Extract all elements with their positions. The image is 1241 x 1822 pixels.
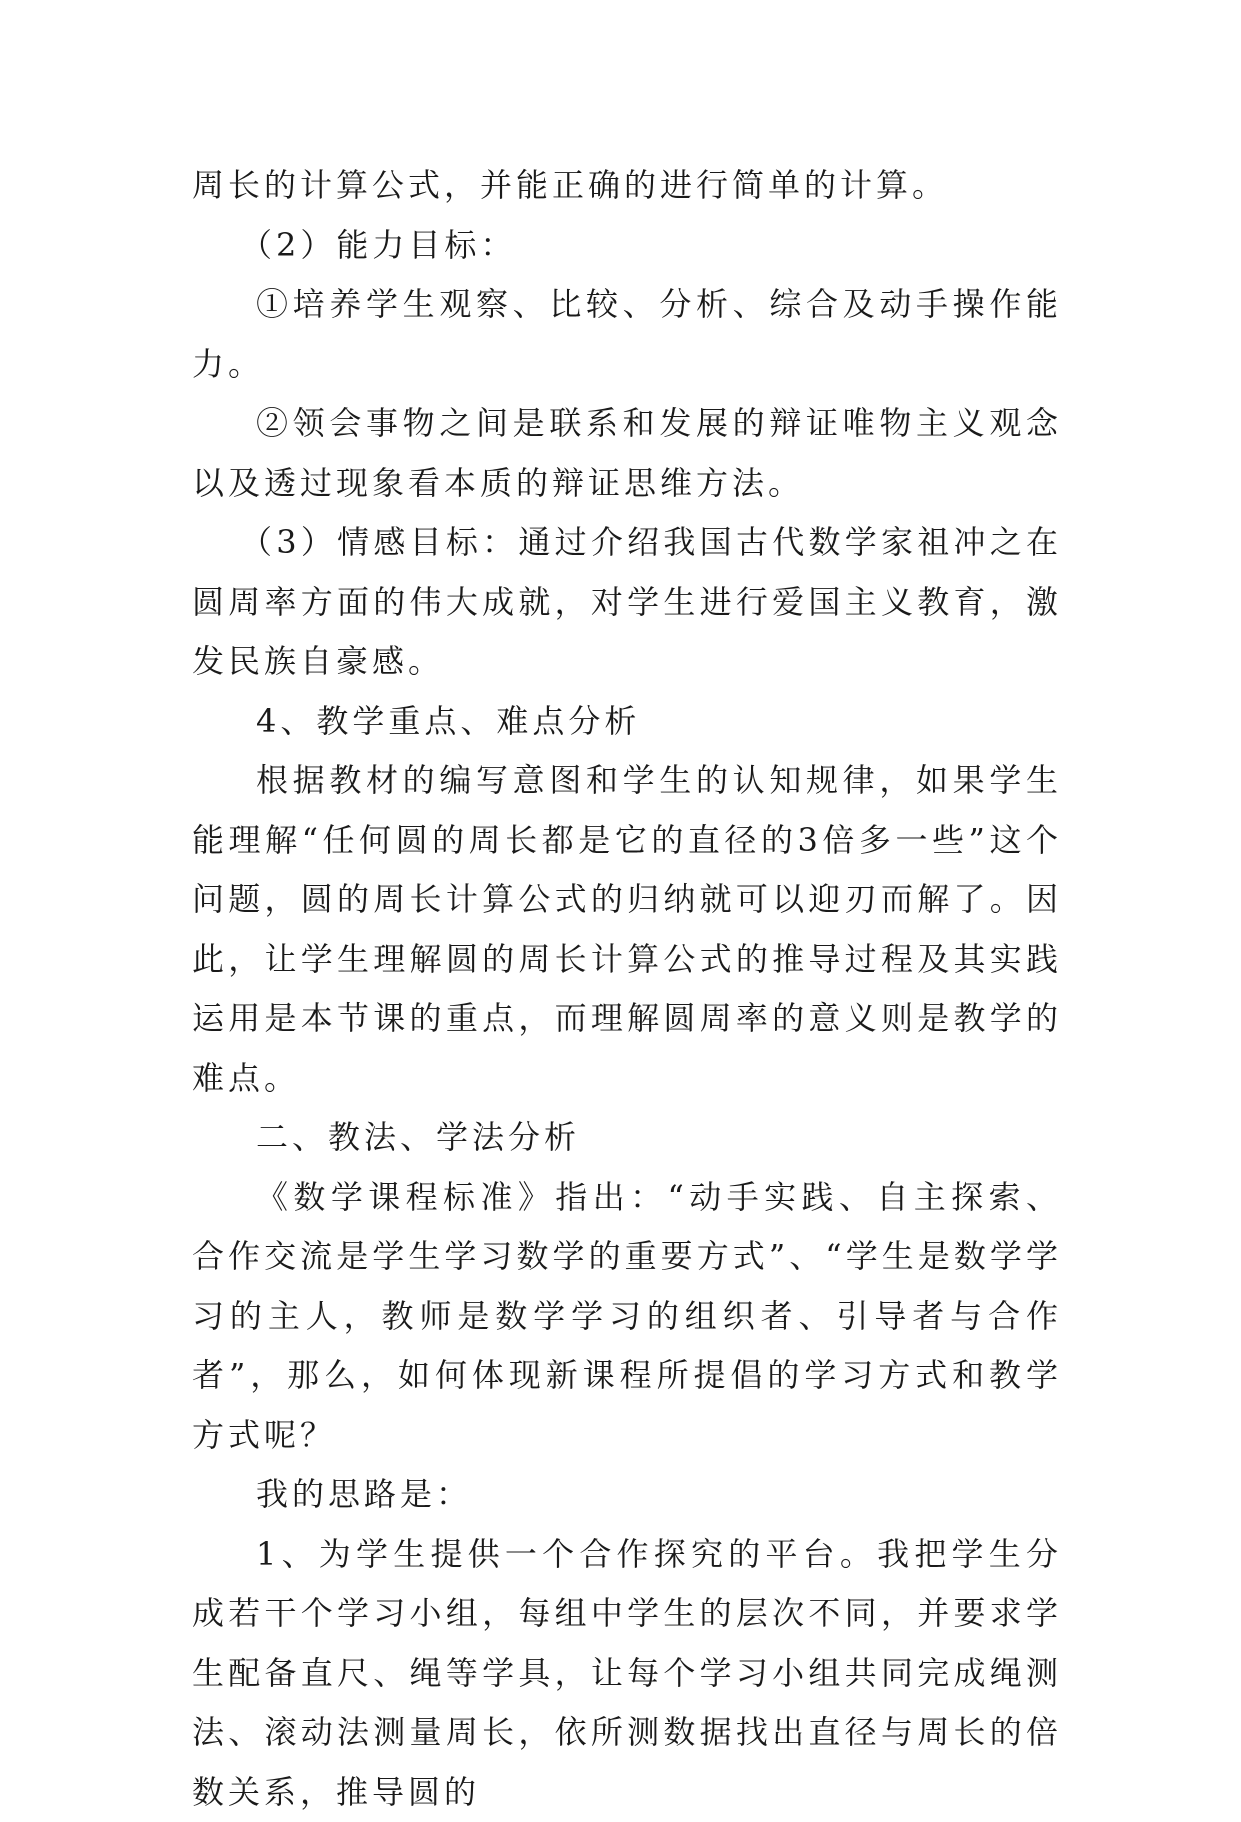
paragraph-4: ②领会事物之间是联系和发展的辩证唯物主义观念以及透过现象看本质的辩证思维方法。 (192, 394, 1062, 513)
paragraph-1: 周长的计算公式，并能正确的进行简单的计算。 (192, 156, 1062, 216)
paragraph-9: 《数学课程标准》指出：“动手实践、自主探索、合作交流是学生学习数学的重要方式”、“学生是数学学习的主人，教师是数学学习的组织者、引导者与合作者”，那么，如何体现新课程所提倡的学习方式和教学方式呢？ (192, 1168, 1062, 1466)
paragraph-10: 我的思路是： (192, 1465, 1062, 1525)
paragraph-8: 二、教法、学法分析 (192, 1108, 1062, 1168)
document-body (192, 156, 1062, 1822)
paragraph-7: 根据教材的编写意图和学生的认知规律，如果学生能理解“任何圆的周长都是它的直径的3倍多一些”这个问题，圆的周长计算公式的归纳就可以迎刃而解了。因此，让学生理解圆的周长计算公式的推导过程及其实践运用是本节课的重点，而理解圆周率的意义则是教学的难点。 (192, 751, 1062, 1108)
paragraph-3: ①培养学生观察、比较、分析、综合及动手操作能力。 (192, 275, 1062, 394)
paragraph-11: 1、为学生提供一个合作探究的平台。我把学生分成若干个学习小组，每组中学生的层次不同，并要求学生配备直尺、绳等学具，让每个学习小组共同完成绳测法、滚动法测量周长，依所测数据找出直径与周长的倍数关系，推导圆的 (192, 1525, 1062, 1822)
paragraph-2: （2）能力目标： (192, 216, 1062, 276)
paragraph-6: 4、教学重点、难点分析 (192, 692, 1062, 752)
paragraph-5: （3）情感目标：通过介绍我国古代数学家祖冲之在圆周率方面的伟大成就，对学生进行爱国主义教育，激发民族自豪感。 (192, 513, 1062, 692)
